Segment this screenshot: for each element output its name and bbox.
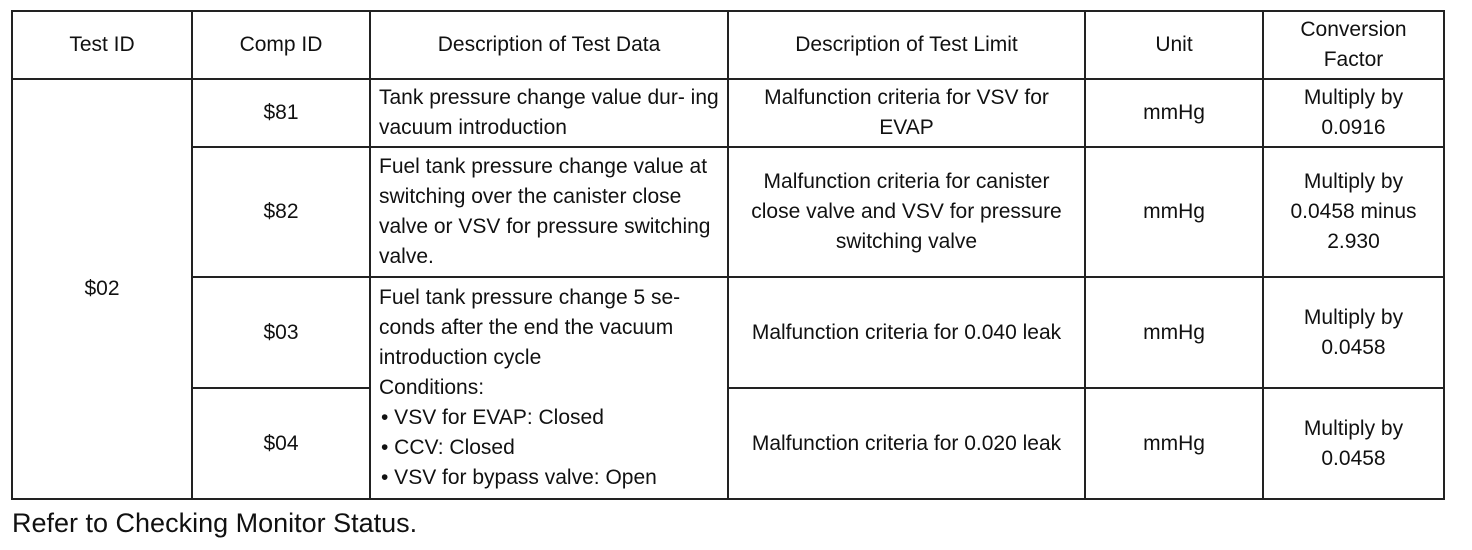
conversion-cell: Multiply by 0.0458 minus 2.930 <box>1263 147 1444 277</box>
header-unit: Unit <box>1085 11 1263 79</box>
unit-cell: mmHg <box>1085 79 1263 147</box>
unit-cell: mmHg <box>1085 147 1263 277</box>
comp-id-cell: $82 <box>192 147 370 277</box>
header-row <box>12 11 1444 79</box>
unit-cell: mmHg <box>1085 277 1263 388</box>
table-row <box>12 147 1444 277</box>
conditions-label: Conditions: <box>379 376 485 399</box>
desc-line: conds after the end the vacuum <box>379 316 674 339</box>
condition-item: • VSV for bypass valve: Open <box>381 466 657 489</box>
comp-id-cell: $03 <box>192 277 370 388</box>
table-row <box>12 388 1444 499</box>
footer-note: Refer to Checking Monitor Status. <box>12 508 418 538</box>
conversion-cell: Multiply by 0.0916 <box>1263 79 1444 147</box>
table-row <box>12 277 1444 388</box>
desc-data-cell: Tank pressure change value dur- ing vacuum introduction <box>370 79 728 147</box>
header-desc-limit: Description of Test Limit <box>728 11 1085 79</box>
conversion-cell: Multiply by 0.0458 <box>1263 277 1444 388</box>
desc-line: Fuel tank pressure change 5 se- <box>379 286 681 309</box>
unit-cell: mmHg <box>1085 388 1263 499</box>
table-row <box>12 79 1444 147</box>
desc-line: introduction cycle <box>379 346 542 369</box>
condition-item: • CCV: Closed <box>381 436 515 459</box>
header-desc-data: Description of Test Data <box>370 11 728 79</box>
condition-item: • VSV for EVAP: Closed <box>381 406 604 429</box>
desc-limit-cell: Malfunction criteria for 0.040 leak <box>728 277 1085 388</box>
comp-id-cell: $04 <box>192 388 370 499</box>
desc-data-cell: Fuel tank pressure change value at switching over the canister close valve or VSV for pressure switching valve. <box>370 147 728 277</box>
desc-limit-cell: Malfunction criteria for 0.020 leak <box>728 388 1085 499</box>
desc-limit-cell: Malfunction criteria for VSV for EVAP <box>728 79 1085 147</box>
desc-data-merged-cell <box>370 277 728 499</box>
comp-id-cell: $81 <box>192 79 370 147</box>
test-id-cell: $02 <box>12 79 192 499</box>
desc-limit-cell: Malfunction criteria for canister close valve and VSV for pressure switching valve <box>728 147 1085 277</box>
header-comp-id: Comp ID <box>192 11 370 79</box>
header-conversion: Conversion Factor <box>1263 11 1444 79</box>
test-data-table <box>11 10 1445 500</box>
conversion-cell: Multiply by 0.0458 <box>1263 388 1444 499</box>
header-test-id: Test ID <box>12 11 192 79</box>
